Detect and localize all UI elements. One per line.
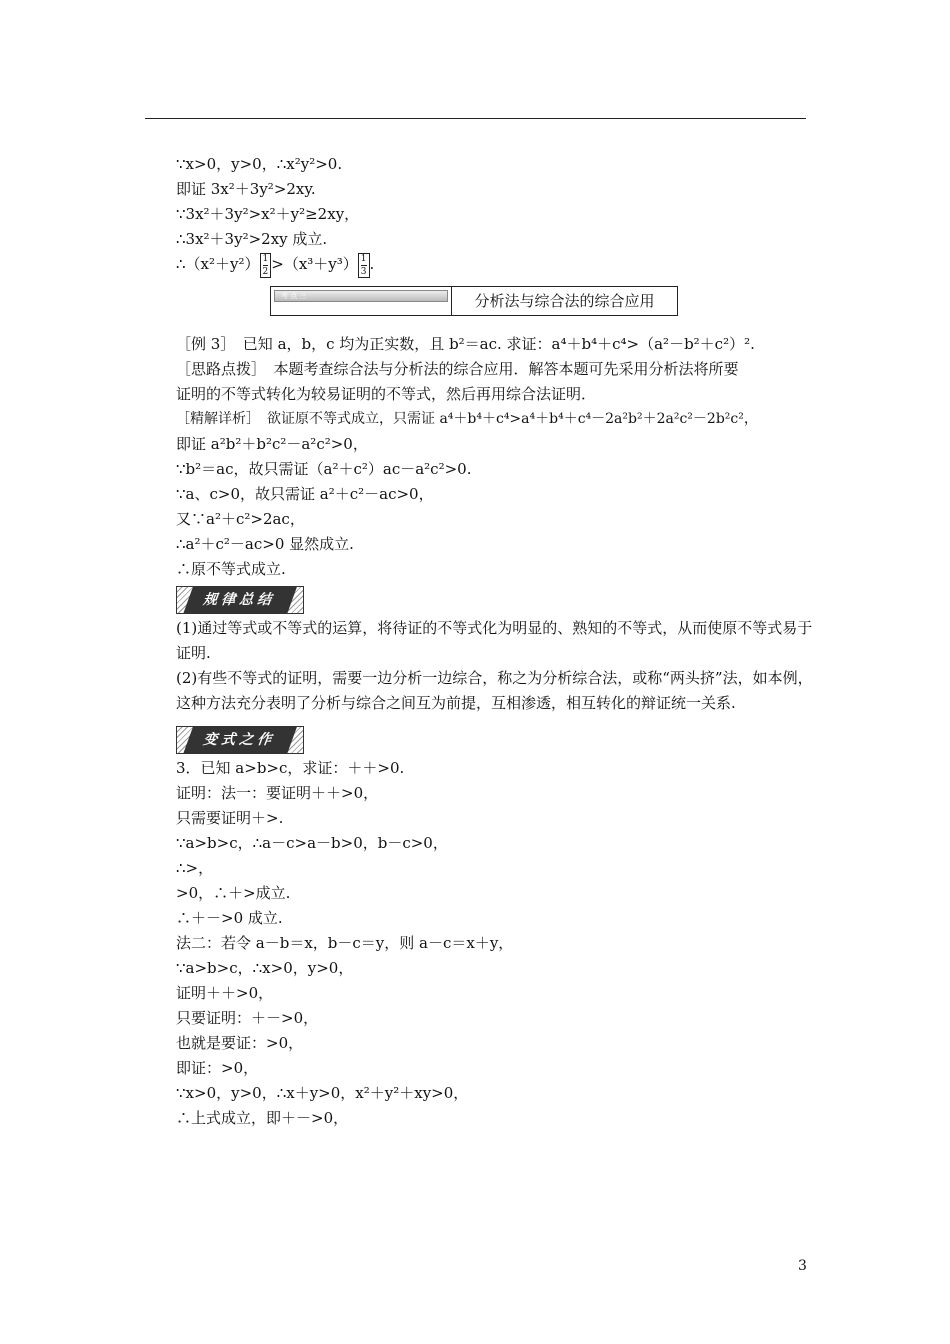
variant-line: 即证：>0， bbox=[176, 1059, 259, 1077]
example-line: 即证 a²b²＋b²c²－a²c²>0， bbox=[176, 435, 368, 453]
variant-line: 也就是要证：>0， bbox=[176, 1034, 304, 1052]
variant-line: ∴上式成立，即＋－>0， bbox=[176, 1109, 349, 1127]
example-line: ［精解详析］ 欲证原不等式成立，只需证 a⁴＋b⁴＋c⁴>a⁴＋b⁴＋c⁴－2a²b²＋2a²c²－2b²c²， bbox=[176, 411, 758, 427]
topic-bar bbox=[270, 286, 678, 316]
example-line: ∵b²＝ac，故只需证（a²＋c²）ac－a²c²>0. bbox=[176, 460, 472, 478]
variant-line: ∴＋－>0 成立. bbox=[176, 909, 283, 927]
conclusion-line bbox=[176, 252, 816, 280]
example-line: 证明的不等式转化为较易证明的不等式，然后再用综合法证明． bbox=[176, 385, 597, 403]
example-line: ［思路点拨］ 本题考查综合法与分析法的综合应用．解答本题可先采用分析法将所要 bbox=[176, 360, 739, 378]
example-line: 又∵a²＋c²>2ac， bbox=[176, 510, 305, 528]
text-line: 即证 3x²＋3y²>2xy. bbox=[176, 180, 316, 198]
text-line: ∵x>0，y>0，∴x²y²>0. bbox=[176, 155, 343, 173]
summary-paragraph: (2)有些不等式的证明，需要一边分析一边综合，称之为分析综合法，或称“两头挤”法，如本例，这种方法充分表明了分析与综合之间互为前提，互相渗透，相互转化的辩证统一关系. bbox=[176, 669, 813, 712]
summary-heading-label: 规律总结 bbox=[183, 587, 297, 614]
variant-line: 法二：若令 a－b＝x，b－c＝y，则 a－c＝x＋y， bbox=[176, 934, 514, 952]
boxed-fraction bbox=[260, 253, 272, 278]
variant-line: >0，∴＋>成立. bbox=[176, 884, 291, 902]
fraction-numerator: 1 bbox=[360, 253, 367, 264]
variant-heading-label: 变式之作 bbox=[183, 727, 297, 754]
text-line: ∴3x²＋3y²>2xy 成立. bbox=[176, 230, 328, 248]
header-rule bbox=[145, 118, 806, 119]
variant-line: 证明：法一：要证明＋＋>0， bbox=[176, 784, 379, 802]
fraction-denominator: 2 bbox=[262, 266, 269, 277]
example-line: ∵a、c>0，故只需证 a²＋c²－ac>0， bbox=[176, 485, 434, 503]
variant-line: ∵a>b>c，∴a－c>a－b>0，b－c>0， bbox=[176, 834, 448, 852]
variant-heading bbox=[176, 726, 304, 754]
topic-tag: 考 点 三 bbox=[274, 290, 448, 302]
summary-paragraph: (1)通过等式或不等式的运算，将待证的不等式化为明显的、熟知的不等式，从而使原不等式易于证明. bbox=[176, 619, 813, 662]
fraction-numerator: 1 bbox=[262, 253, 269, 264]
variant-line: 3．已知 a>b>c，求证：＋＋>0. bbox=[176, 759, 405, 777]
summary-heading bbox=[176, 586, 304, 614]
example-line: ∴a²＋c²－ac>0 显然成立. bbox=[176, 535, 354, 553]
variant-line: 只要证明：＋－>0， bbox=[176, 1009, 319, 1027]
page-number: 3 bbox=[798, 1258, 807, 1274]
conclusion-suffix: . bbox=[369, 255, 375, 273]
text-line: ∵3x²＋3y²>x²＋y²≥2xy， bbox=[176, 205, 360, 223]
variant-line: ∵a>b>c，∴x>0，y>0， bbox=[176, 959, 354, 977]
page-content bbox=[176, 152, 816, 1131]
variant-line: ∵x>0，y>0，∴x＋y>0，x²＋y²＋xy>0， bbox=[176, 1084, 469, 1102]
boxed-fraction bbox=[358, 253, 370, 278]
variant-line: 证明＋＋>0， bbox=[176, 984, 274, 1002]
variant-line: 只需要证明＋>. bbox=[176, 809, 284, 827]
example-line: ∴原不等式成立. bbox=[176, 560, 286, 578]
fraction-denominator: 3 bbox=[360, 266, 367, 277]
example-line: ［例 3］ 已知 a，b，c 均为正实数，且 b²＝ac. 求证：a⁴＋b⁴＋c⁴>（a²－b²＋c²）². bbox=[176, 335, 755, 353]
topic-title: 分析法与综合法的综合应用 bbox=[451, 287, 677, 315]
conclusion-prefix: ∴（x²＋y²） bbox=[176, 255, 260, 273]
variant-line: ∴>， bbox=[176, 859, 214, 877]
conclusion-middle: >（x³＋y³） bbox=[271, 255, 358, 273]
